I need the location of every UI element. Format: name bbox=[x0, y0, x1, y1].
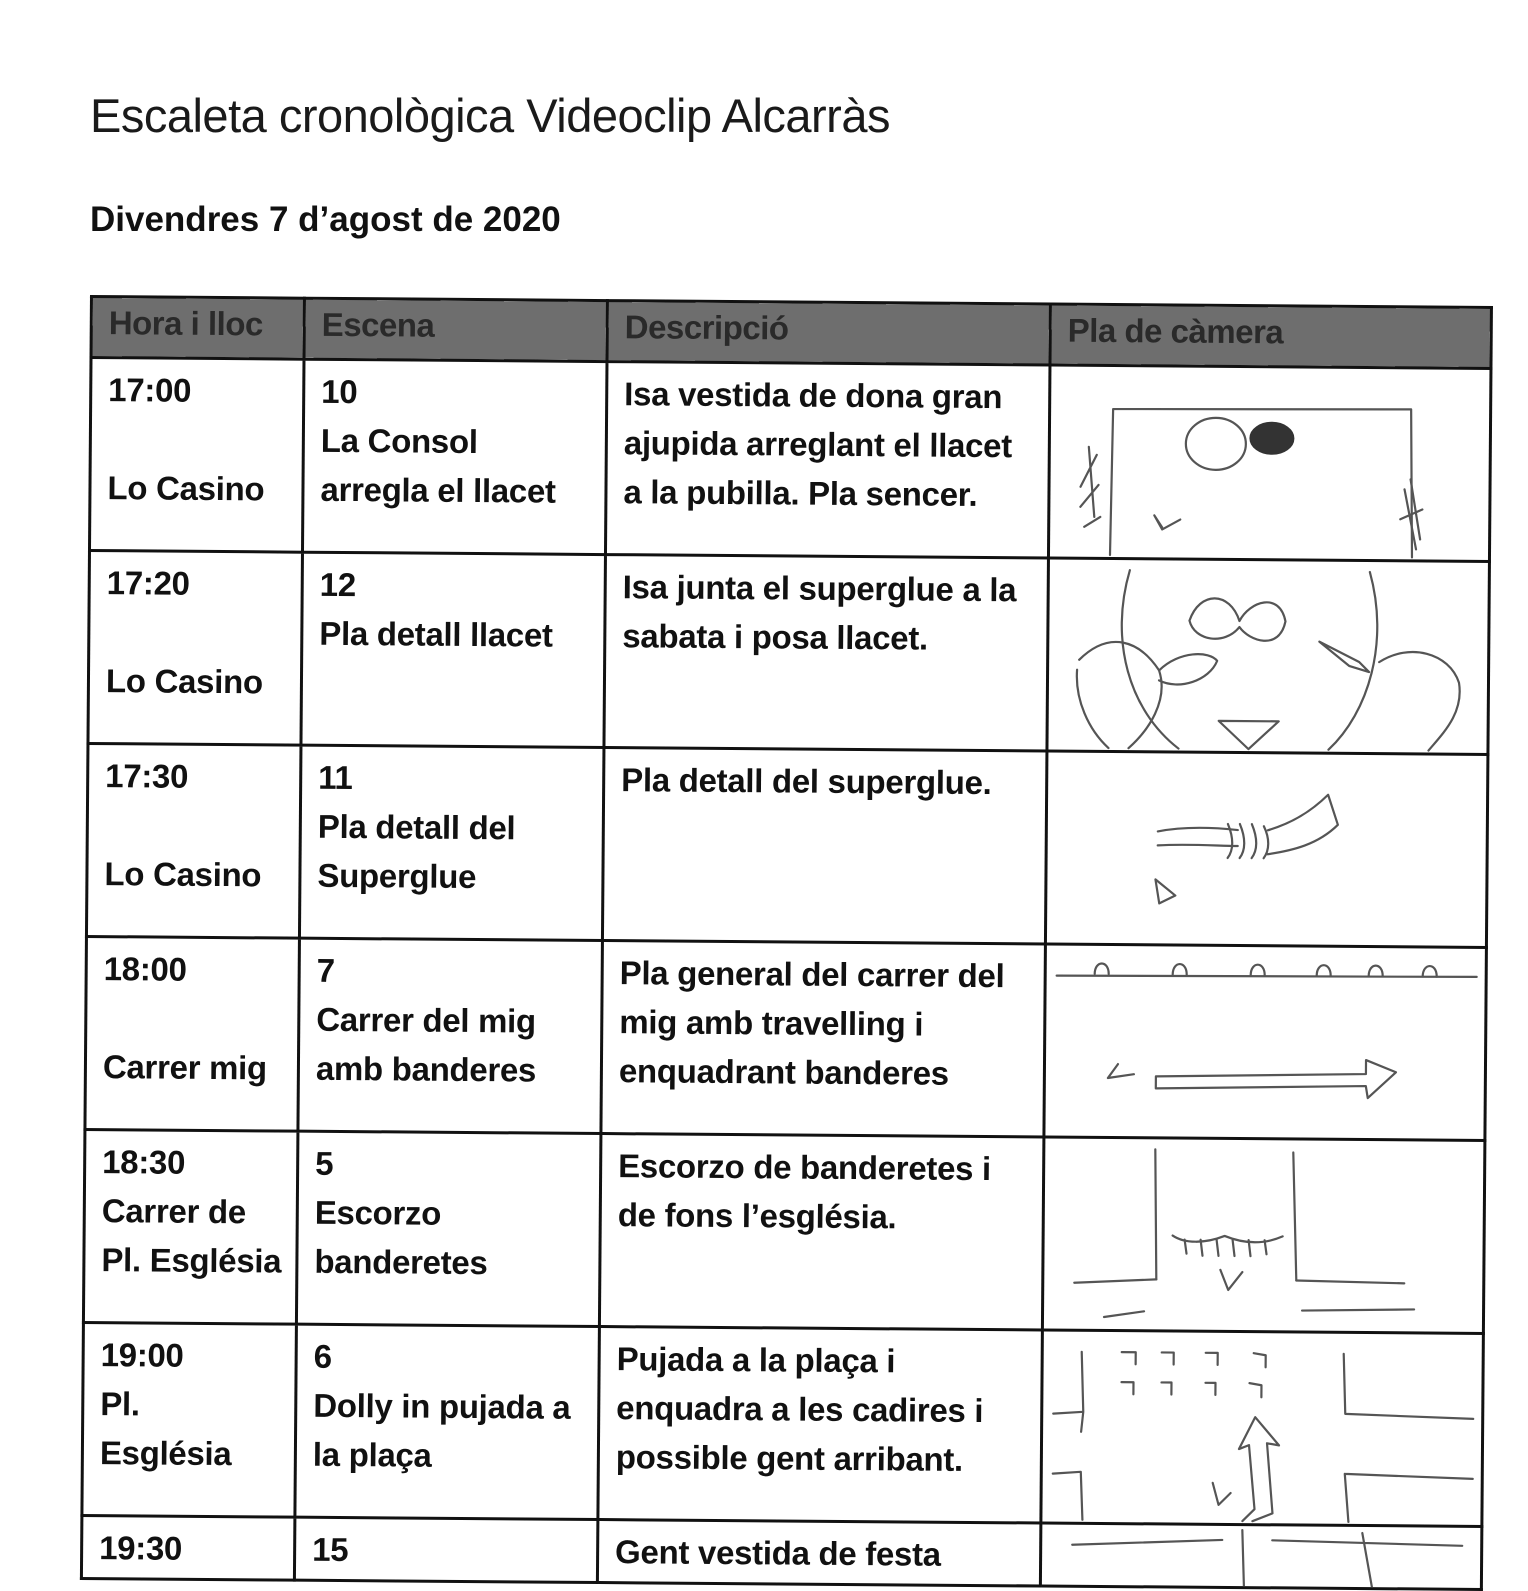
table-row bbox=[85, 936, 1486, 1140]
camera-sketch-cell bbox=[1041, 1330, 1484, 1526]
header-description: Descripció bbox=[607, 301, 1050, 365]
time-place-cell bbox=[89, 358, 304, 553]
time-place-cell bbox=[85, 936, 300, 1131]
row-scene-line: Escorzo bbox=[314, 1193, 442, 1232]
table-row-partial bbox=[81, 1515, 1481, 1589]
row-description-line: enquadra a les cadires i bbox=[616, 1389, 984, 1430]
row-description-line: Gent vestida de festa bbox=[615, 1533, 941, 1573]
row-scene-line: La Consol bbox=[320, 421, 478, 461]
camera-sketch-cell bbox=[1042, 1137, 1485, 1333]
travelling-sketch bbox=[1045, 946, 1487, 1139]
row-description-line: ajupida arreglant el llacet bbox=[623, 424, 1013, 465]
row-time: 18:30 bbox=[102, 1143, 186, 1181]
row-description-line: Isa junta el superglue a la bbox=[622, 568, 1017, 609]
row-scene-line: Dolly in pujada a bbox=[313, 1386, 571, 1426]
row-description-line: de fons l’església. bbox=[617, 1196, 897, 1236]
time-place-cell bbox=[83, 1129, 298, 1324]
camera-sketch-cell bbox=[1045, 751, 1488, 947]
row-scene-number: 10 bbox=[321, 372, 358, 411]
scene-cell bbox=[298, 938, 603, 1133]
row-description-line: sabata i posa llacet. bbox=[622, 617, 928, 657]
row-place-line: Carrer de bbox=[101, 1192, 246, 1231]
row-time: 17:00 bbox=[108, 371, 192, 409]
table-row bbox=[88, 551, 1489, 755]
camera-sketch-cell bbox=[1047, 558, 1490, 754]
row-scene-number: 6 bbox=[313, 1337, 332, 1375]
row-description-line: Pla general del carrer del bbox=[619, 954, 1005, 995]
row-time: 18:00 bbox=[103, 950, 187, 988]
camera-sketch-cell bbox=[1044, 944, 1487, 1140]
bow-detail-sketch bbox=[1048, 560, 1490, 753]
row-place-line: Pl. bbox=[100, 1385, 140, 1423]
table-row bbox=[82, 1322, 1483, 1526]
description-cell bbox=[602, 748, 1047, 944]
description-cell bbox=[599, 1134, 1044, 1330]
table-header-row bbox=[91, 297, 1491, 369]
schedule-table bbox=[80, 295, 1493, 1591]
row-description-line: Escorzo de banderetes i bbox=[618, 1147, 992, 1188]
row-scene-number: 5 bbox=[315, 1144, 334, 1182]
row-scene-line: Carrer del mig bbox=[316, 1000, 537, 1040]
row-place-line: Lo Casino bbox=[107, 469, 265, 508]
scene-cell bbox=[301, 552, 606, 747]
scene-cell bbox=[296, 1131, 601, 1326]
description-cell bbox=[598, 1327, 1043, 1523]
document-date: Divendres 7 d’agost de 2020 bbox=[90, 200, 561, 239]
glue-tube-sketch bbox=[1047, 753, 1489, 946]
row-scene-number: 12 bbox=[319, 565, 356, 604]
scene-cell bbox=[295, 1324, 600, 1519]
row-place-line: Església bbox=[99, 1434, 232, 1473]
row-time: 17:30 bbox=[105, 757, 189, 795]
row-scene-line: Pla detall llacet bbox=[319, 614, 553, 654]
row-time: 19:00 bbox=[100, 1336, 184, 1374]
row-scene-number: 11 bbox=[318, 758, 353, 797]
table-row bbox=[89, 358, 1490, 562]
row-place-line: Pl. Església bbox=[101, 1241, 282, 1280]
row-scene-line: Superglue bbox=[317, 856, 477, 896]
header-time-place: Hora i lloc bbox=[91, 297, 304, 360]
full-shot-sketch bbox=[1050, 367, 1492, 560]
street-sketch bbox=[1044, 1139, 1486, 1332]
header-camera-shot: Pla de càmera bbox=[1050, 304, 1491, 368]
row-place-line: Lo Casino bbox=[104, 855, 262, 894]
row-description-line: enquadrant banderes bbox=[618, 1052, 949, 1092]
row-scene-line: la plaça bbox=[312, 1435, 432, 1474]
header-scene: Escena bbox=[304, 298, 607, 361]
time-place-cell bbox=[82, 1322, 297, 1517]
row-description-line: Pla detall del superglue. bbox=[621, 761, 992, 802]
scene-cell bbox=[302, 359, 607, 554]
description-cell bbox=[605, 362, 1050, 558]
row-description-line: a la pubilla. Pla sencer. bbox=[623, 473, 978, 513]
time-place-cell bbox=[86, 743, 301, 938]
row-scene-line: amb banderes bbox=[315, 1049, 537, 1089]
row-place-line: Carrer mig bbox=[102, 1048, 267, 1087]
table-row bbox=[83, 1129, 1484, 1333]
document-title: Escaleta cronològica Videoclip Alcarràs bbox=[90, 89, 890, 142]
description-cell bbox=[601, 941, 1046, 1137]
row-description-line: possible gent arribant. bbox=[615, 1438, 964, 1478]
schedule-sheet bbox=[80, 295, 1493, 1591]
camera-sketch-cell bbox=[1048, 365, 1491, 561]
row-description-line: Isa vestida de dona gran bbox=[624, 375, 1003, 416]
camera-sketch-cell bbox=[1040, 1523, 1481, 1589]
row-scene-line: banderetes bbox=[314, 1242, 488, 1282]
table-row bbox=[86, 743, 1487, 947]
row-scene-line: arregla el llacet bbox=[320, 470, 556, 510]
row-description-line: Pujada a la plaça i bbox=[616, 1340, 896, 1380]
partial-sketch bbox=[1042, 1525, 1483, 1588]
scene-cell bbox=[299, 745, 604, 940]
row-time: 19:30 bbox=[99, 1529, 183, 1567]
row-scene-number: 7 bbox=[316, 951, 335, 989]
time-place-cell bbox=[88, 551, 303, 746]
square-chairs-sketch bbox=[1042, 1332, 1484, 1525]
row-scene-number: 15 bbox=[312, 1530, 349, 1569]
description-cell bbox=[604, 555, 1049, 751]
row-place-line: Lo Casino bbox=[105, 662, 263, 701]
row-time: 17:20 bbox=[106, 564, 190, 602]
row-scene-line: Pla detall del bbox=[317, 807, 516, 847]
row-description-line: mig amb travelling i bbox=[619, 1003, 924, 1043]
